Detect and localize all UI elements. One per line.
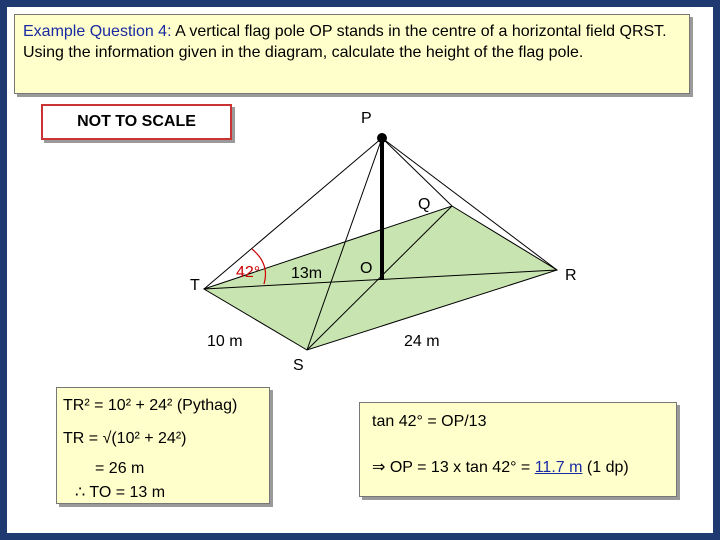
label-r: R bbox=[565, 267, 577, 284]
tan-line: tan 42° = OP/13 bbox=[372, 413, 487, 430]
label-q: Q bbox=[418, 196, 431, 213]
question-text: A vertical flag pole OP stands in the centre of a horizontal field QRST. Using the information given in the diagram, calculate the height of the flag pole. bbox=[23, 23, 667, 61]
working-line-2: TR = √(10² + 24²) bbox=[63, 430, 187, 447]
working-trigonometry bbox=[359, 402, 677, 497]
question-label: Example Question 4: bbox=[23, 23, 172, 40]
label-p: P bbox=[361, 110, 372, 127]
working-pythagoras bbox=[56, 387, 270, 504]
edge-pq bbox=[382, 138, 452, 206]
angle-label: 42° bbox=[236, 264, 261, 281]
answer-line bbox=[372, 457, 629, 477]
label-o: O bbox=[360, 260, 373, 277]
length-to: 13m bbox=[291, 265, 323, 282]
answer-suffix: (1 dp) bbox=[582, 459, 629, 476]
label-s: S bbox=[293, 357, 304, 374]
working-line-1: TR² = 10² + 24² (Pythag) bbox=[63, 397, 238, 414]
length-sr: 24 m bbox=[404, 333, 440, 350]
answer-value: 11.7 m bbox=[534, 459, 583, 476]
working-line-4: ∴ TO = 13 m bbox=[75, 484, 166, 501]
label-t: T bbox=[190, 277, 200, 294]
point-p bbox=[377, 133, 387, 143]
working-line-3: = 26 m bbox=[95, 460, 145, 477]
answer-prefix: ⇒ OP = 13 x tan 42° = bbox=[372, 459, 535, 476]
length-ts: 10 m bbox=[207, 333, 243, 350]
not-to-scale-label: NOT TO SCALE bbox=[41, 104, 232, 140]
